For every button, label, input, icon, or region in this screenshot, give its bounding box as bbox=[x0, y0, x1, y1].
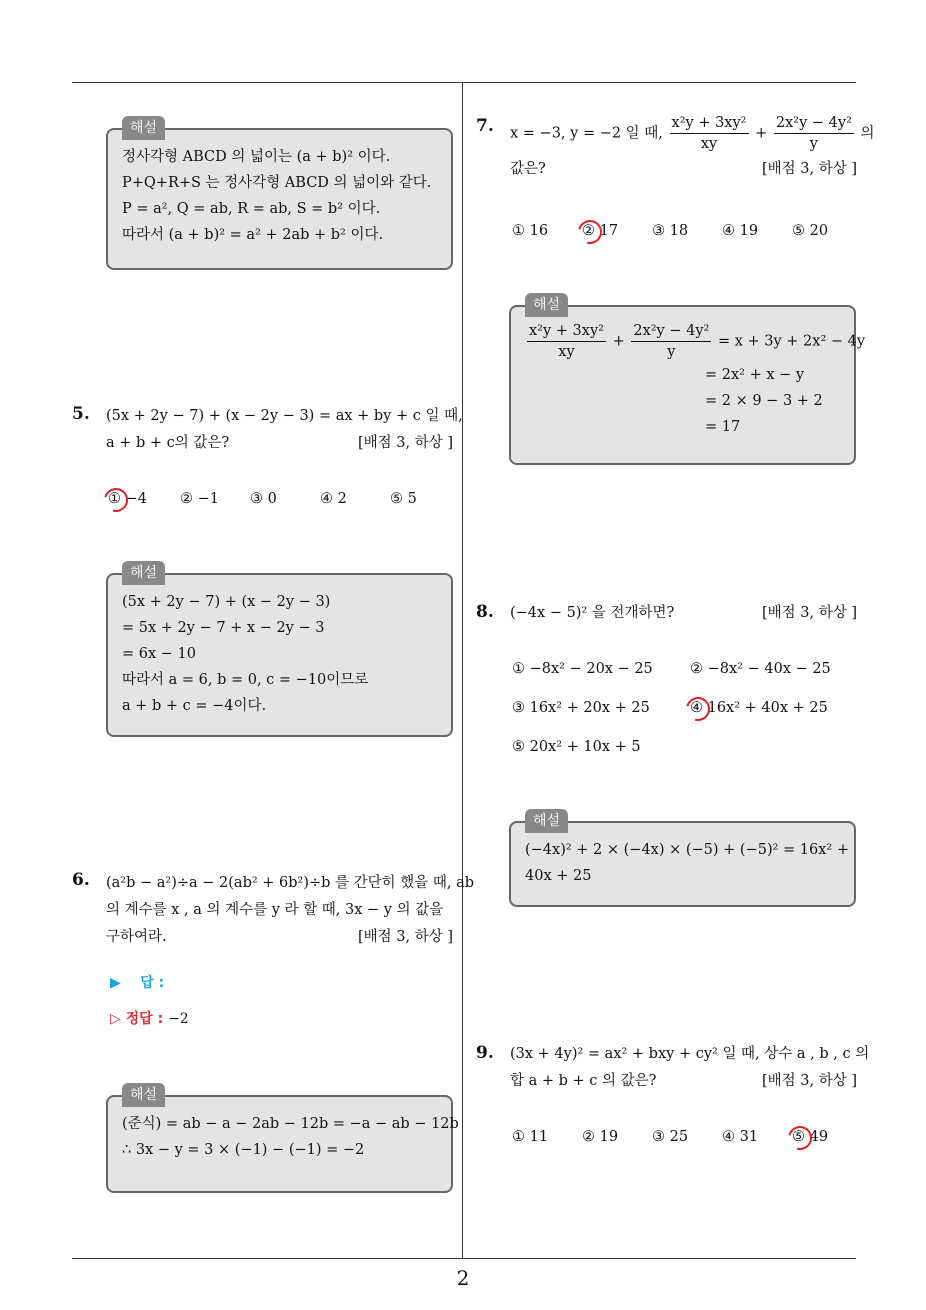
explanation-box-8 bbox=[509, 813, 856, 907]
page-number: 2 bbox=[456, 1266, 470, 1290]
question-7-line2-row bbox=[510, 156, 857, 183]
choice-1[interactable]: ① 11 bbox=[512, 1129, 549, 1145]
choice-5[interactable]: ⑤ 5 bbox=[390, 491, 417, 507]
choice-3[interactable]: ③ 18 bbox=[652, 223, 689, 239]
explanation-line: = 6x − 10 bbox=[122, 646, 196, 662]
explanation-line: 따라서 (a + b)² = a² + 2ab + b² 이다. bbox=[122, 227, 384, 243]
choice-4[interactable]: ④ 31 bbox=[722, 1129, 759, 1145]
question-5-meta: [배점 3, 하상 ] bbox=[357, 435, 453, 451]
explanation-box-6 bbox=[106, 1087, 459, 1193]
explanation-line: ∴ 3x − y = 3 × (−1) − (−1) = −2 bbox=[122, 1142, 365, 1158]
question-9-line2: 합 a + b + c 의 값은? bbox=[510, 1073, 657, 1089]
top-rule bbox=[72, 82, 856, 83]
question-8-line1: (−4x − 5)² 을 전개하면? bbox=[510, 605, 675, 621]
fraction-1 bbox=[670, 113, 749, 154]
question-6-text bbox=[106, 870, 475, 951]
explanation-box-7 bbox=[509, 297, 866, 465]
question-6-line2: 의 계수를 x , a 의 계수를 y 라 할 때, 3x − y 의 값을 bbox=[106, 902, 444, 918]
question-7-meta: [배점 3, 하상 ] bbox=[761, 161, 857, 177]
question-number-7: 7. bbox=[476, 116, 494, 136]
fraction-2-numerator: 2x²y − 4y² bbox=[631, 321, 711, 342]
question-9-line1: (3x + 4y)² = ax² + bxy + cy² 일 때, 상수 a , b , c 의 bbox=[510, 1046, 870, 1062]
explanation-line: = 2 × 9 − 3 + 2 bbox=[705, 393, 823, 409]
question-9-text bbox=[510, 1041, 870, 1095]
choice-4[interactable]: ④ 2 bbox=[320, 491, 347, 507]
explanation-line: 따라서 a = 6, b = 0, c = −10이므로 bbox=[122, 672, 369, 688]
question-number-6: 6. bbox=[72, 870, 90, 890]
question-5-choices bbox=[108, 491, 448, 515]
explanation-tab: 해설 bbox=[122, 116, 165, 140]
explanation-tab: 해설 bbox=[525, 293, 568, 317]
question-7-text bbox=[510, 113, 875, 183]
choice-5[interactable]: ⑤ 20x² + 10x + 5 bbox=[512, 739, 641, 755]
explanation-line: = 17 bbox=[705, 419, 741, 435]
explanation-box-4 bbox=[106, 120, 453, 270]
correct-value: −2 bbox=[168, 1011, 189, 1027]
question-5-line2-row bbox=[106, 430, 453, 457]
explanation-box-5 bbox=[106, 565, 453, 737]
fraction-1-numerator: x²y + 3xy² bbox=[670, 113, 749, 134]
fraction-2 bbox=[631, 321, 711, 362]
question-8-meta: [배점 3, 하상 ] bbox=[761, 605, 857, 621]
question-6-line1: (a²b − a²)÷a − 2(ab² + 6b²)÷b 를 간단히 했을 때, ab bbox=[106, 875, 475, 891]
question-6-line3-row bbox=[106, 924, 453, 951]
explanation-line: P+Q+R+S 는 정사각형 ABCD 의 넓이와 같다. bbox=[122, 175, 432, 191]
choice-3[interactable]: ③ 0 bbox=[250, 491, 277, 507]
choice-3[interactable]: ③ 16x² + 20x + 25 bbox=[512, 700, 650, 716]
explanation-line: = 2x² + x − y bbox=[705, 367, 805, 383]
choice-5[interactable]: ⑤ 49 bbox=[792, 1129, 829, 1145]
choice-1[interactable]: ① 16 bbox=[512, 223, 549, 239]
choice-2[interactable]: ② 17 bbox=[582, 223, 619, 239]
explanation-line: (5x + 2y − 7) + (x − 2y − 3) bbox=[122, 594, 331, 610]
question-number-5: 5. bbox=[72, 404, 90, 424]
question-9-line2-row bbox=[510, 1068, 857, 1095]
explanation-line: P = a², Q = ab, R = ab, S = b² 이다. bbox=[122, 201, 381, 217]
choice-5[interactable]: ⑤ 20 bbox=[792, 223, 829, 239]
explanation-tab: 해설 bbox=[122, 561, 165, 585]
fraction-2-denominator: y bbox=[667, 344, 676, 360]
explanation-line: a + b + c = −4이다. bbox=[122, 698, 267, 714]
question-7-choices bbox=[512, 223, 852, 247]
question-5-line2: a + b + c의 값은? bbox=[106, 435, 230, 451]
explanation-line-1 bbox=[525, 321, 866, 362]
choice-3[interactable]: ③ 25 bbox=[652, 1129, 689, 1145]
bottom-rule bbox=[72, 1258, 856, 1259]
choice-4[interactable]: ④ 19 bbox=[722, 223, 759, 239]
question-7-prefix: x = −3, y = −2 일 때, bbox=[510, 125, 663, 142]
question-7-line1 bbox=[510, 113, 875, 154]
answer-row bbox=[110, 972, 164, 992]
explanation-line: 정사각형 ABCD 의 넓이는 (a + b)² 이다. bbox=[122, 149, 391, 165]
correct-marker: ▷ bbox=[110, 1011, 121, 1027]
explanation-tab: 해설 bbox=[122, 1083, 165, 1107]
fraction-1-denominator: xy bbox=[558, 344, 575, 360]
answer-marker: ▶ bbox=[110, 975, 121, 991]
question-6-line3: 구하여라. bbox=[106, 929, 167, 945]
explanation-line: (−4x)² + 2 × (−4x) × (−5) + (−5)² = 16x² + bbox=[525, 842, 849, 858]
choice-1[interactable]: ① −8x² − 20x − 25 bbox=[512, 661, 653, 677]
question-number-9: 9. bbox=[476, 1043, 494, 1063]
question-5-text bbox=[106, 403, 463, 457]
fraction-1 bbox=[527, 321, 606, 362]
explanation-line: (준식) = ab − a − 2ab − 12b = −a − ab − 12b bbox=[122, 1116, 459, 1132]
correct-label: 정답 : bbox=[125, 1011, 164, 1027]
fraction-1-denominator: xy bbox=[700, 136, 718, 152]
fraction-2 bbox=[774, 113, 854, 154]
choice-2[interactable]: ② −8x² − 40x − 25 bbox=[690, 661, 831, 677]
explanation-tab: 해설 bbox=[525, 809, 568, 833]
choice-1[interactable]: ① −4 bbox=[108, 491, 147, 507]
question-8-line1-row bbox=[510, 600, 857, 627]
explanation-rhs: = x + 3y + 2x² − 4y bbox=[717, 333, 866, 350]
choice-2[interactable]: ② −1 bbox=[180, 491, 219, 507]
answer-label: 답 : bbox=[140, 975, 165, 991]
question-8-choices bbox=[512, 661, 852, 761]
explanation-line: 40x + 25 bbox=[525, 868, 592, 884]
question-9-meta: [배점 3, 하상 ] bbox=[761, 1073, 857, 1089]
column-divider bbox=[462, 83, 463, 1258]
plus-sign: + bbox=[755, 125, 768, 142]
question-number-8: 8. bbox=[476, 602, 494, 622]
question-7-line2: 값은? bbox=[510, 161, 546, 177]
question-6-meta: [배점 3, 하상 ] bbox=[357, 929, 453, 945]
correct-answer-row bbox=[110, 1008, 189, 1028]
choice-2[interactable]: ② 19 bbox=[582, 1129, 619, 1145]
explanation-line: = 5x + 2y − 7 + x − 2y − 3 bbox=[122, 620, 325, 636]
question-7-suffix: 의 bbox=[860, 125, 875, 142]
question-8-text bbox=[510, 600, 857, 627]
question-5-line1: (5x + 2y − 7) + (x − 2y − 3) = ax + by + c 일 때, bbox=[106, 408, 463, 424]
fraction-2-denominator: y bbox=[809, 136, 818, 152]
fraction-1-numerator: x²y + 3xy² bbox=[527, 321, 606, 342]
choice-4[interactable]: ④ 16x² + 40x + 25 bbox=[690, 700, 828, 716]
fraction-2-numerator: 2x²y − 4y² bbox=[774, 113, 854, 134]
plus-sign: + bbox=[612, 333, 625, 350]
